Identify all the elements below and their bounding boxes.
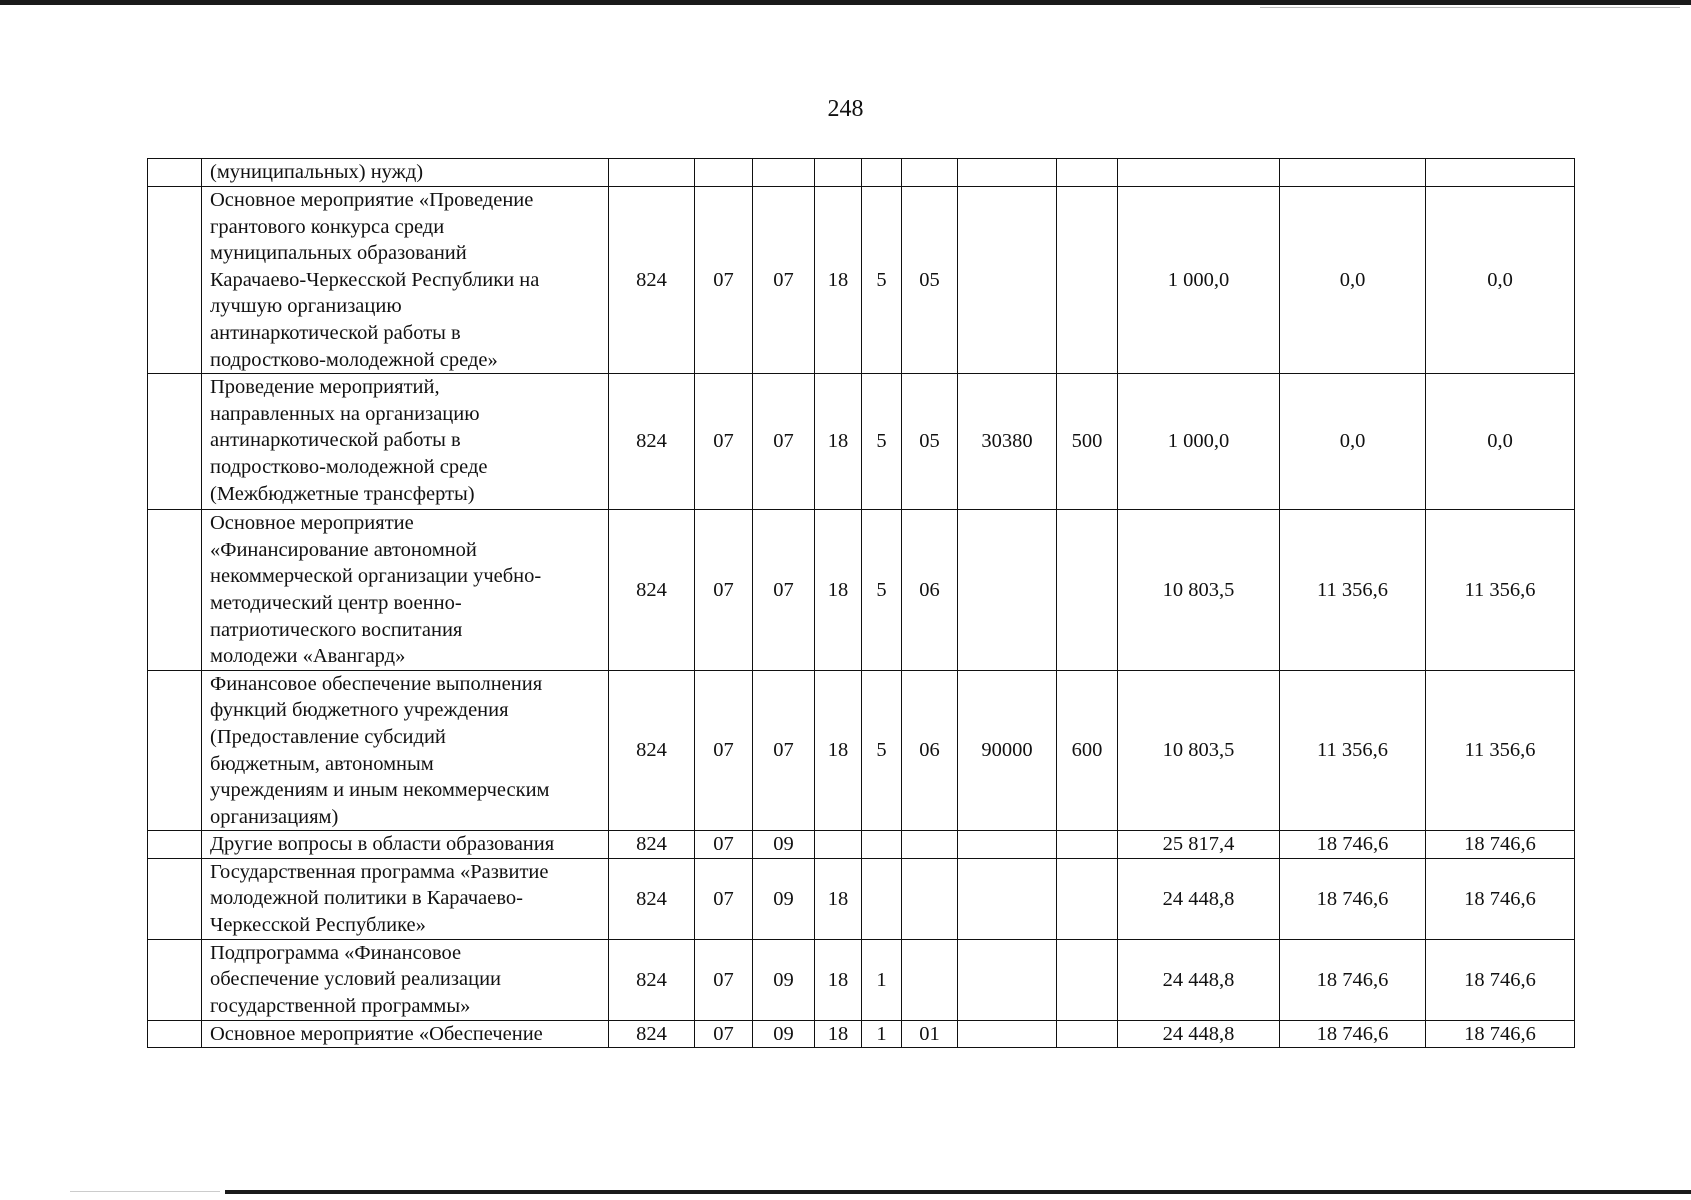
item-name-cell: Государственная программа «Развитие молодежной политики в Карачаево- Черкесской Республике»	[202, 858, 609, 939]
item-name-cell: Другие вопросы в области образования	[202, 831, 609, 859]
section-code-cell: 07	[695, 858, 753, 939]
row-number-cell	[148, 831, 202, 859]
direction-code-cell: 30380	[958, 374, 1057, 510]
item-name-cell: Основное мероприятие «Проведение грантового конкурса среди муниципальных образований Карачаево-Черкесской Республики на лучшую организацию антинаркотической работы в подростково-молодежной среде»	[202, 187, 609, 374]
ministry-code-cell: 824	[609, 510, 695, 671]
section-code-cell	[695, 159, 753, 187]
expense-type-cell	[1057, 858, 1118, 939]
direction-code-cell	[958, 939, 1057, 1020]
amount-year1-cell: 10 803,5	[1118, 670, 1280, 831]
amount-year1-cell: 25 817,4	[1118, 831, 1280, 859]
program-code-cell: 18	[815, 670, 862, 831]
activity-code-cell	[902, 831, 958, 859]
top-faint-line	[1260, 7, 1680, 8]
section-code-cell: 07	[695, 1020, 753, 1048]
subprogram-code-cell	[862, 159, 902, 187]
row-number-cell	[148, 159, 202, 187]
row-number-cell	[148, 939, 202, 1020]
row-number-cell	[148, 187, 202, 374]
activity-code-cell	[902, 159, 958, 187]
expense-type-cell	[1057, 1020, 1118, 1048]
program-code-cell: 18	[815, 1020, 862, 1048]
expense-type-cell	[1057, 831, 1118, 859]
expense-type-cell	[1057, 187, 1118, 374]
activity-code-cell: 06	[902, 510, 958, 671]
direction-code-cell	[958, 187, 1057, 374]
activity-code-cell: 01	[902, 1020, 958, 1048]
amount-year3-cell: 18 746,6	[1426, 1020, 1575, 1048]
subprogram-code-cell	[862, 831, 902, 859]
top-border-line	[0, 0, 1691, 5]
section-code-cell: 07	[695, 374, 753, 510]
amount-year3-cell: 11 356,6	[1426, 510, 1575, 671]
direction-code-cell	[958, 159, 1057, 187]
amount-year1-cell: 1 000,0	[1118, 187, 1280, 374]
item-name-cell: Проведение мероприятий, направленных на организацию антинаркотической работы в подростково-молодежной среде (Межбюджетные трансферты)	[202, 374, 609, 510]
subprogram-code-cell: 1	[862, 939, 902, 1020]
ministry-code-cell: 824	[609, 939, 695, 1020]
program-code-cell: 18	[815, 187, 862, 374]
expense-type-cell	[1057, 510, 1118, 671]
amount-year3-cell: 0,0	[1426, 187, 1575, 374]
amount-year2-cell: 0,0	[1280, 187, 1426, 374]
ministry-code-cell	[609, 159, 695, 187]
section-code-cell: 07	[695, 670, 753, 831]
activity-code-cell: 05	[902, 374, 958, 510]
direction-code-cell: 90000	[958, 670, 1057, 831]
amount-year2-cell: 11 356,6	[1280, 670, 1426, 831]
amount-year3-cell: 0,0	[1426, 374, 1575, 510]
activity-code-cell	[902, 858, 958, 939]
row-number-cell	[148, 374, 202, 510]
subsection-code-cell	[753, 159, 815, 187]
ministry-code-cell: 824	[609, 670, 695, 831]
ministry-code-cell: 824	[609, 1020, 695, 1048]
bottom-faint-line	[70, 1191, 220, 1192]
direction-code-cell	[958, 831, 1057, 859]
subsection-code-cell: 07	[753, 187, 815, 374]
subsection-code-cell: 07	[753, 670, 815, 831]
amount-year3-cell: 18 746,6	[1426, 939, 1575, 1020]
table-row	[148, 831, 1575, 859]
table-row	[148, 670, 1575, 831]
section-code-cell: 07	[695, 831, 753, 859]
subsection-code-cell: 07	[753, 374, 815, 510]
amount-year3-cell: 18 746,6	[1426, 831, 1575, 859]
bottom-border-line	[225, 1190, 1691, 1194]
section-code-cell: 07	[695, 187, 753, 374]
subprogram-code-cell: 5	[862, 374, 902, 510]
subprogram-code-cell: 1	[862, 1020, 902, 1048]
item-name-cell: (муниципальных) нужд)	[202, 159, 609, 187]
row-number-cell	[148, 858, 202, 939]
table-row	[148, 159, 1575, 187]
ministry-code-cell: 824	[609, 187, 695, 374]
amount-year2-cell: 11 356,6	[1280, 510, 1426, 671]
amount-year1-cell: 24 448,8	[1118, 1020, 1280, 1048]
program-code-cell: 18	[815, 858, 862, 939]
budget-table	[147, 158, 1575, 1048]
section-code-cell: 07	[695, 510, 753, 671]
ministry-code-cell: 824	[609, 858, 695, 939]
item-name-cell: Подпрограмма «Финансовое обеспечение условий реализации государственной программы»	[202, 939, 609, 1020]
amount-year2-cell	[1280, 159, 1426, 187]
amount-year2-cell: 0,0	[1280, 374, 1426, 510]
expense-type-cell	[1057, 939, 1118, 1020]
table-row	[148, 858, 1575, 939]
subsection-code-cell: 09	[753, 858, 815, 939]
table-row	[148, 510, 1575, 671]
amount-year2-cell: 18 746,6	[1280, 831, 1426, 859]
amount-year1-cell: 1 000,0	[1118, 374, 1280, 510]
ministry-code-cell: 824	[609, 374, 695, 510]
item-name-cell: Основное мероприятие «Финансирование автономной некоммерческой организации учебно- методический центр военно- патриотического воспитания молодежи «Авангард»	[202, 510, 609, 671]
table-row	[148, 374, 1575, 510]
table-row	[148, 1020, 1575, 1048]
subprogram-code-cell: 5	[862, 670, 902, 831]
row-number-cell	[148, 1020, 202, 1048]
amount-year1-cell	[1118, 159, 1280, 187]
subprogram-code-cell: 5	[862, 187, 902, 374]
amount-year3-cell: 11 356,6	[1426, 670, 1575, 831]
row-number-cell	[148, 510, 202, 671]
subsection-code-cell: 07	[753, 510, 815, 671]
subsection-code-cell: 09	[753, 1020, 815, 1048]
amount-year2-cell: 18 746,6	[1280, 1020, 1426, 1048]
program-code-cell	[815, 159, 862, 187]
amount-year3-cell: 18 746,6	[1426, 858, 1575, 939]
program-code-cell: 18	[815, 374, 862, 510]
row-number-cell	[148, 670, 202, 831]
direction-code-cell	[958, 1020, 1057, 1048]
page-number: 248	[827, 96, 864, 122]
activity-code-cell	[902, 939, 958, 1020]
item-name-cell: Финансовое обеспечение выполнения функций бюджетного учреждения (Предоставление субсидий бюджетным, автономным учреждениям и иным некоммерческим организациям)	[202, 670, 609, 831]
amount-year2-cell: 18 746,6	[1280, 858, 1426, 939]
program-code-cell: 18	[815, 939, 862, 1020]
direction-code-cell	[958, 858, 1057, 939]
item-name-cell: Основное мероприятие «Обеспечение	[202, 1020, 609, 1048]
expense-type-cell	[1057, 159, 1118, 187]
table-row	[148, 939, 1575, 1020]
program-code-cell	[815, 831, 862, 859]
expense-type-cell: 600	[1057, 670, 1118, 831]
subprogram-code-cell: 5	[862, 510, 902, 671]
expense-type-cell: 500	[1057, 374, 1118, 510]
subprogram-code-cell	[862, 858, 902, 939]
activity-code-cell: 05	[902, 187, 958, 374]
subsection-code-cell: 09	[753, 831, 815, 859]
table-row	[148, 187, 1575, 374]
direction-code-cell	[958, 510, 1057, 671]
subsection-code-cell: 09	[753, 939, 815, 1020]
amount-year3-cell	[1426, 159, 1575, 187]
activity-code-cell: 06	[902, 670, 958, 831]
amount-year1-cell: 10 803,5	[1118, 510, 1280, 671]
section-code-cell: 07	[695, 939, 753, 1020]
program-code-cell: 18	[815, 510, 862, 671]
amount-year1-cell: 24 448,8	[1118, 858, 1280, 939]
amount-year2-cell: 18 746,6	[1280, 939, 1426, 1020]
amount-year1-cell: 24 448,8	[1118, 939, 1280, 1020]
ministry-code-cell: 824	[609, 831, 695, 859]
